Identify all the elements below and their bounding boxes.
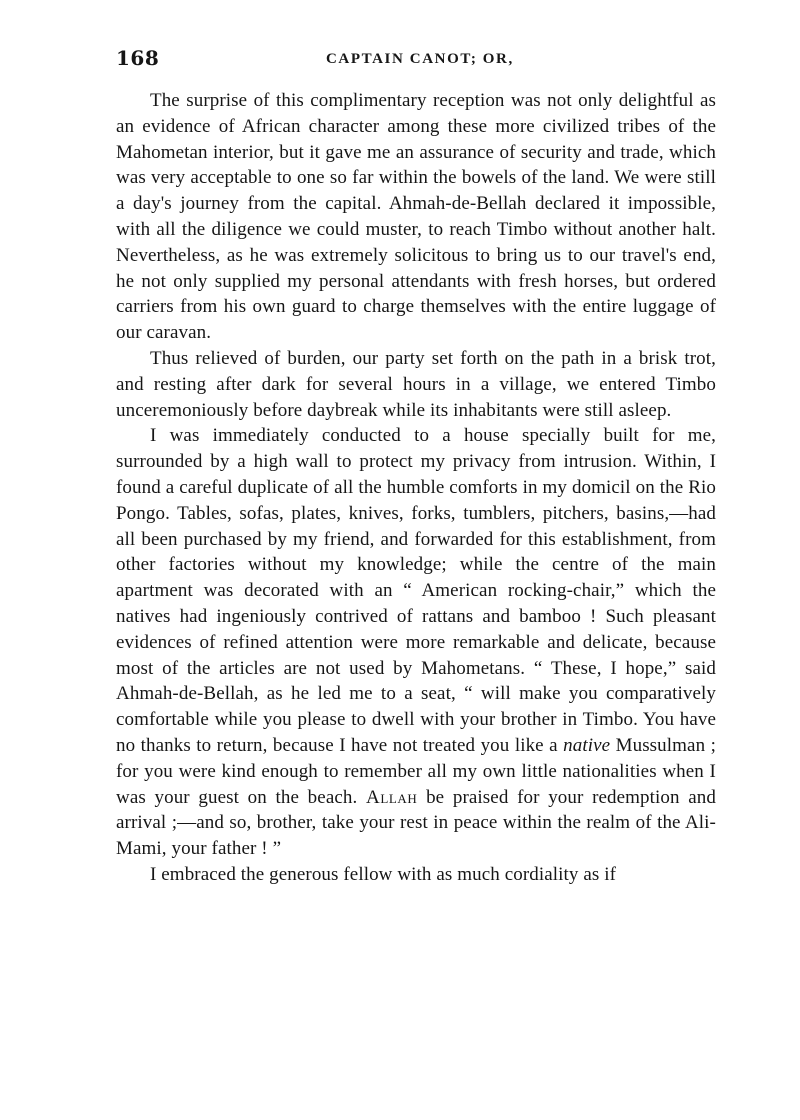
small-caps-allah: Allah <box>366 786 418 808</box>
italic-word-native: native <box>563 734 611 756</box>
body-text <box>116 88 716 888</box>
paragraph-4: I embraced the generous fellow with as much cordiality as if <box>150 863 617 885</box>
page-number: 168 <box>116 46 160 70</box>
page-header <box>116 40 716 72</box>
paragraph-1: The surprise of this complimentary reception was not only delightful as an evidence of African character among these more civilized tribes of the Mahometan interior, but it gave me an assurance of security and trade, which was very acceptable to one so far within the bowels of the land. We were still a day's journey from the capital. Ahmah-de-Bellah declared it impossible, with all the diligence we could muster, to reach Timbo without another halt. Nevertheless, as he was extremely solicitous to bring us to our travel's end, he not only supplied my personal attendants with fresh horses, but ordered carriers from his own guard to charge themselves with the entire luggage of our caravan. <box>116 90 716 344</box>
paragraph-2: Thus relieved of burden, our party set forth on the path in a brisk trot, and resting after dark for several hours in a village, we entered Timbo unceremoniously before daybreak while its inhabitants were still asleep. <box>116 347 716 421</box>
paragraph-3 <box>116 423 716 862</box>
paragraph-3-part-2: Mussulman ; for you were kind enough to remember all my own little nationalities when I was your guest on the beach. <box>116 734 716 808</box>
paragraph-3-part-3: be praised for your redemption and arrival ;—and so, brother, take your rest in peace within the realm of the Ali-Mami, your father ! ” <box>116 786 717 860</box>
running-title: CAPTAIN CANOT; OR, <box>326 51 514 67</box>
paragraph-3-part-1: I was immediately conducted to a house specially built for me, surrounded by a high wall to protect my privacy from intrusion. Within, I found a careful duplicate of all the humble comforts in my domicil on the Rio Pongo. Tables, sofas, plates, knives, forks, tumblers, pitchers, basins,—had all been purchased by my friend, and forwarded for this establishment, from other factories without my knowledge; while the centre of the main apartment was decorated with an “ American rocking-chair,” which the natives had ingeniously contrived of rattans and bamboo ! Such pleasant evidences of refined attention were more remarkable and delicate, because most of the articles are not used by Mahometans. “ These, I hope,” said Ahmah-de-Bellah, as he led me to a seat, “ will make you comparatively comfortable while you please to dwell with your brother in Timbo. You have no thanks to return, because I have not treated you like a <box>116 425 716 756</box>
